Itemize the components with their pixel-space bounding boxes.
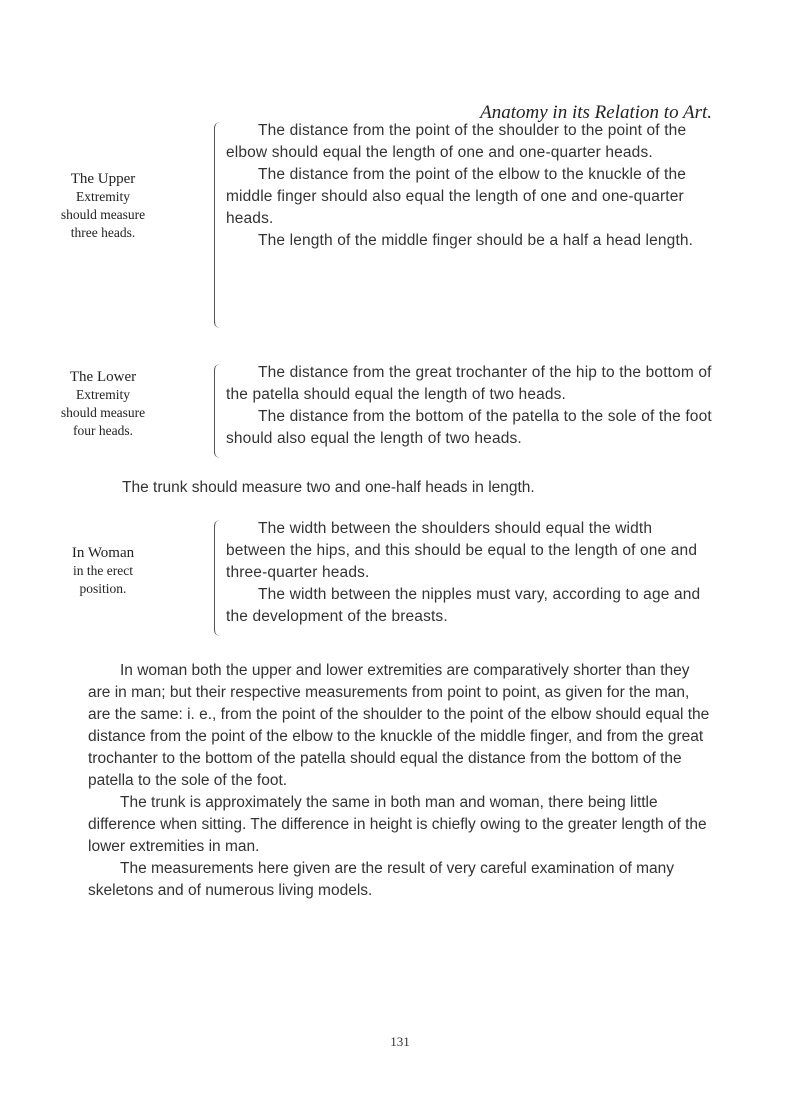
sidenote-line: should measure	[60, 207, 146, 222]
brace-lower	[214, 364, 223, 458]
sidenote-line: Extremity	[76, 387, 130, 402]
brace-upper	[214, 122, 223, 328]
paragraph: The trunk is approximately the same in both man and woman, there being little difference when sitting. The difference in height is chiefly owing to the greater length of the lower extremities in man.	[88, 794, 707, 855]
paragraph: The width between the shoulders should equal the width between the hips, and this should be equal to the length of one and three-quarter heads.	[226, 520, 698, 581]
paragraph: The measurements here given are the result of very careful examination of many skeletons and of numerous living models.	[88, 860, 674, 899]
woman-text	[226, 518, 716, 628]
sidenote-line: Extremity	[76, 189, 130, 204]
sidenote-upper-extremity	[28, 170, 178, 242]
paragraph: The length of the middle finger should be a half a head length.	[258, 232, 694, 249]
sidenote-line: The Upper	[70, 171, 136, 187]
paragraph: The distance from the bottom of the patella to the sole of the foot should also equal the length of two heads.	[226, 408, 712, 447]
sidenote-woman	[28, 544, 178, 598]
page-number: 131	[390, 1034, 410, 1049]
upper-extremity-text	[226, 120, 716, 252]
running-head: Anatomy in its Relation to Art.	[480, 102, 712, 123]
paragraph: In woman both the upper and lower extremities are comparatively shorter than they are in man; but their respective measurements from point to point, as given for the man, are the same: i. e., from the point of the shoulder to the point of the elbow should equal the distance from the point of the elbow to the knuckle of the middle finger, and from the great trochanter to the bottom of the patella should equal the distance from the bottom of the patella to the sole of the foot.	[88, 662, 710, 789]
sidenote-line: should measure	[60, 405, 146, 420]
body-text	[88, 660, 714, 902]
trunk-line: The trunk should measure two and one-half heads in length.	[122, 479, 535, 496]
paragraph: The distance from the great trochanter of the hip to the bottom of the patella should equal the length of two heads.	[226, 364, 712, 403]
sidenote-line: The Lower	[69, 369, 137, 385]
sidenote-line: four heads.	[73, 423, 133, 438]
paragraph: The distance from the point of the shoulder to the point of the elbow should equal the length of one and one-quarter heads.	[226, 122, 687, 161]
sidenote-line: in the erect	[73, 563, 133, 578]
paragraph: The distance from the point of the elbow to the knuckle of the middle finger should also equal the length of one and one-quarter heads.	[226, 166, 687, 227]
sidenote-line: three heads.	[70, 225, 136, 240]
brace-woman	[214, 520, 223, 636]
paragraph: The width between the nipples must vary, according to age and the development of the breasts.	[226, 586, 701, 625]
sidenote-lower-extremity	[28, 368, 178, 440]
sidenote-line: In Woman	[71, 545, 135, 561]
lower-extremity-text	[226, 362, 716, 450]
sidenote-line: position.	[79, 581, 127, 596]
